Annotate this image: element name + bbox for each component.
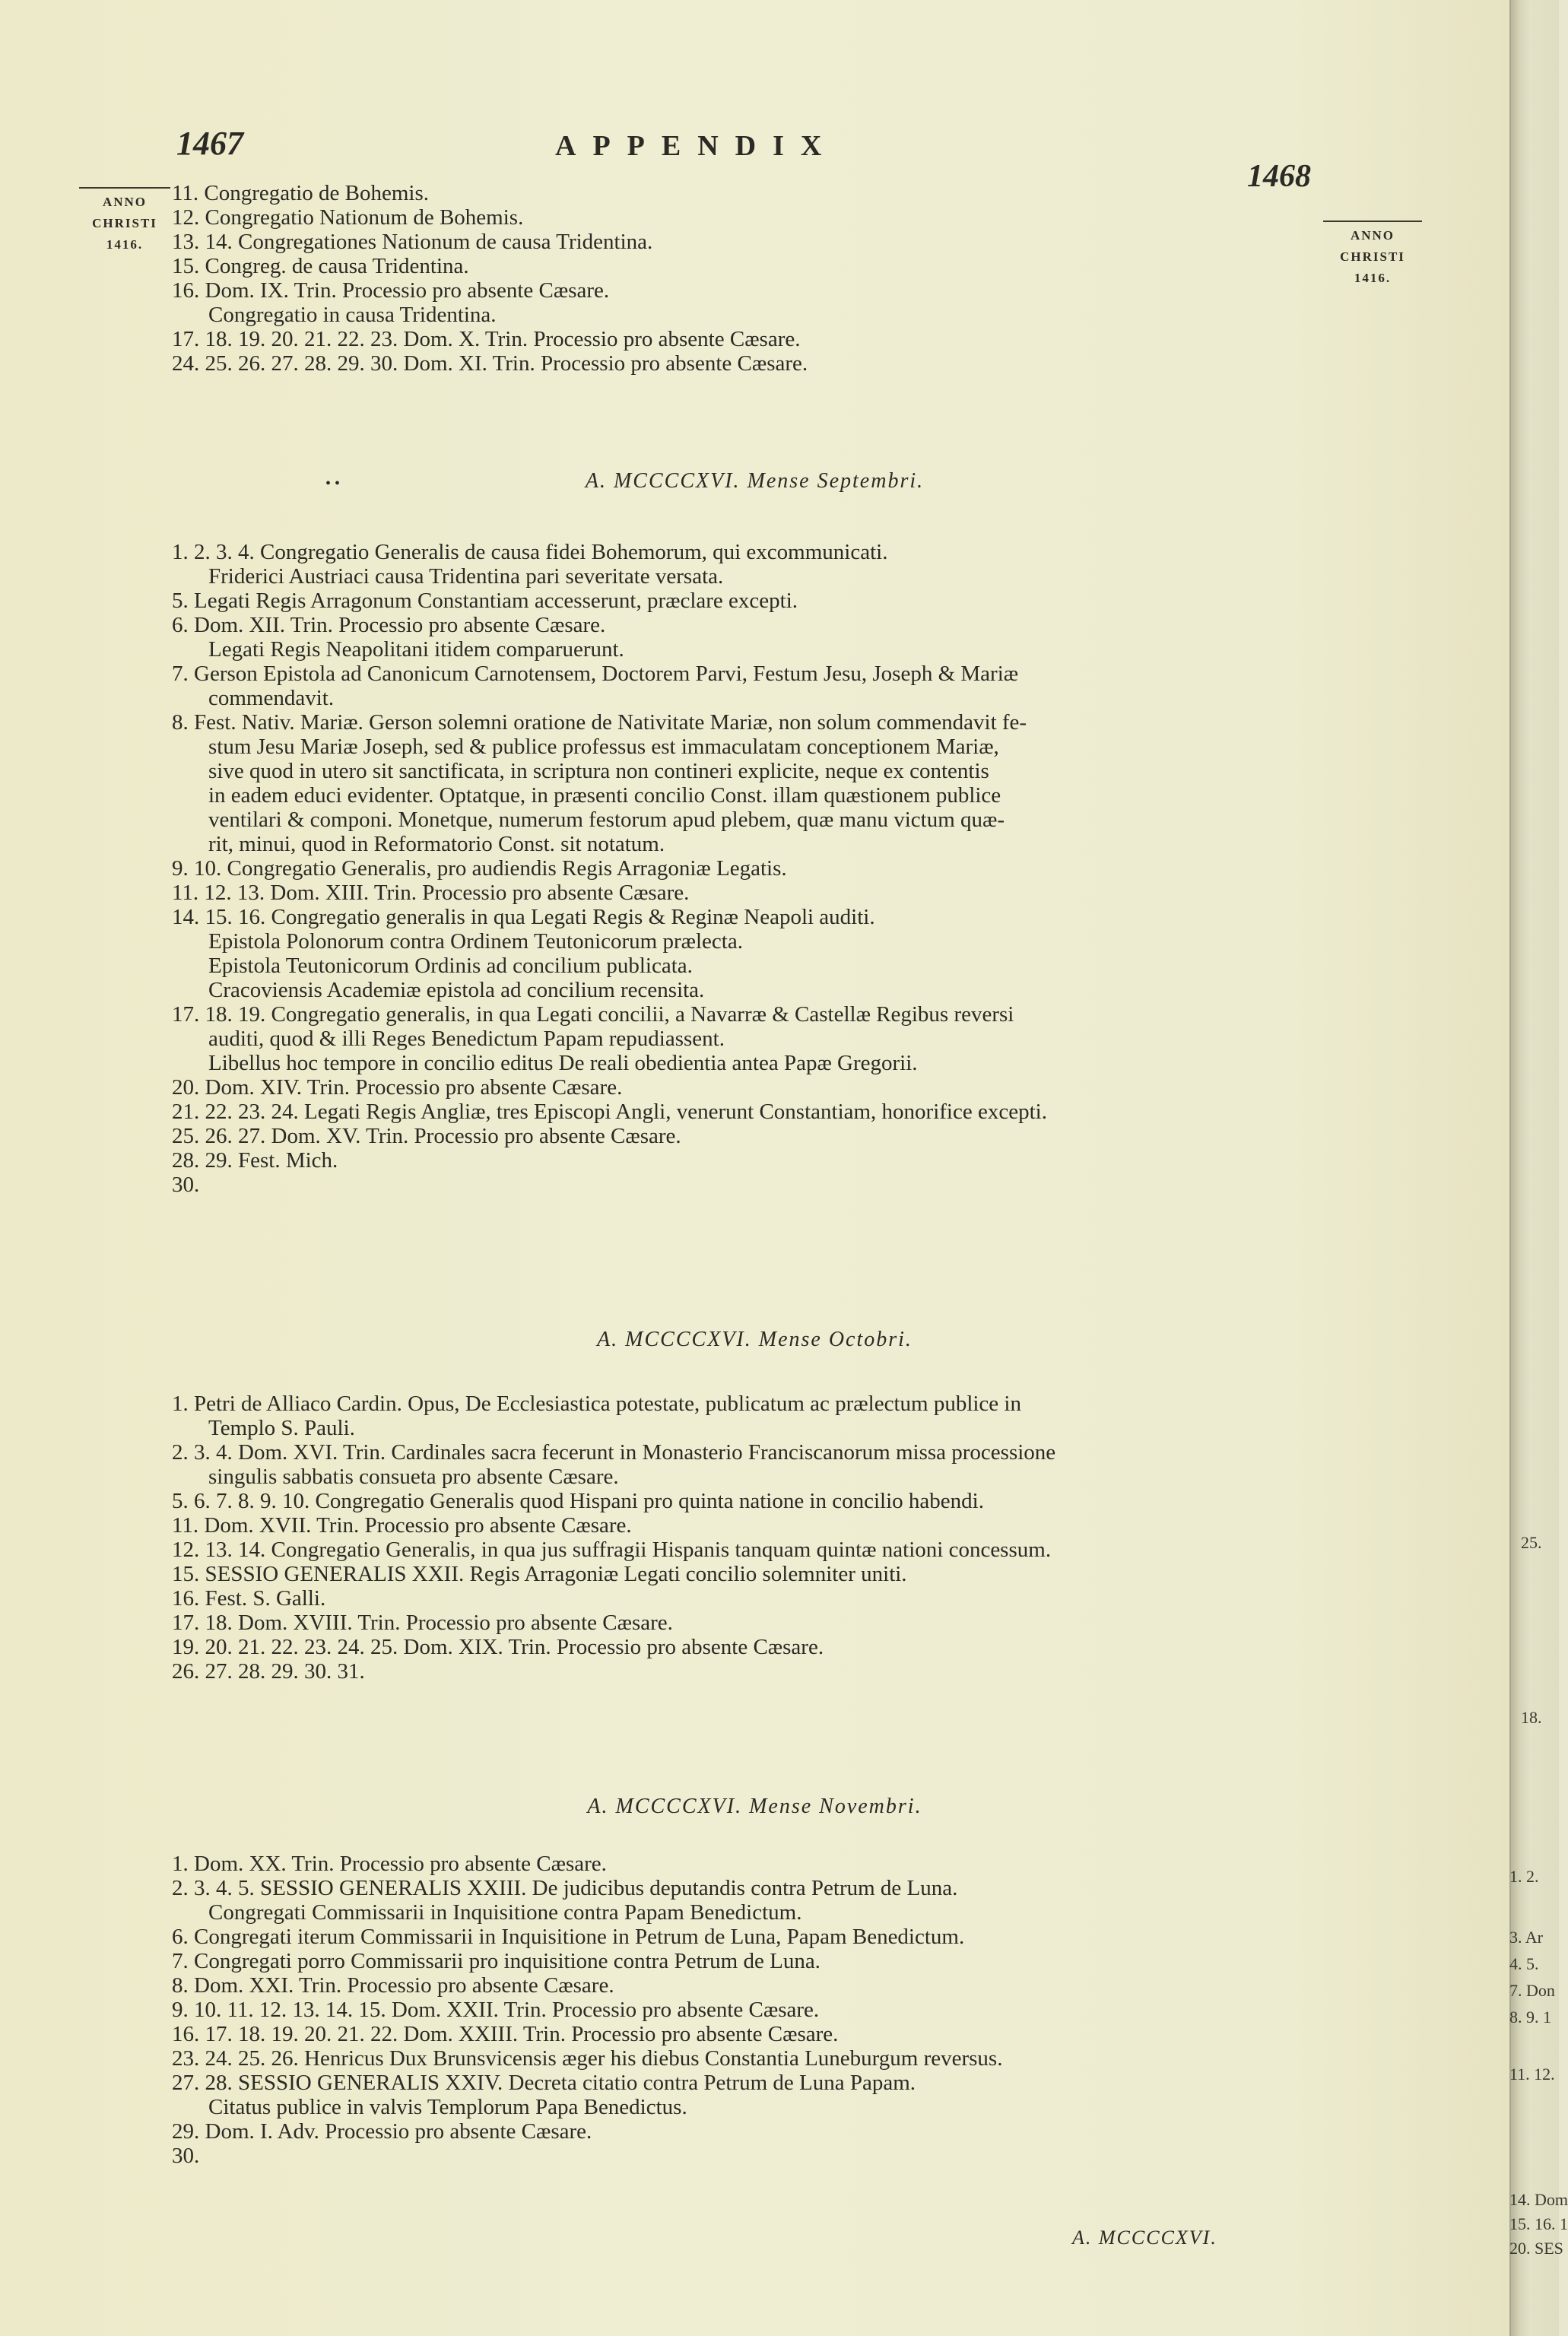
entry-line: stum Jesu Mariæ Joseph, sed & publice professus est immaculatam conceptionem Mariæ, [208, 735, 999, 759]
edge-fragment: 18. [1521, 1708, 1542, 1727]
entry-line: 23. 24. 25. 26. Henricus Dux Brunsvicensis æger his diebus Constantia Luneburgum reversus. [172, 2046, 1003, 2071]
entry-line: Congregatio in causa Tridentina. [208, 303, 497, 327]
edge-fragment: 20. SES [1509, 2239, 1563, 2258]
entry-line: 9. 10. 11. 12. 13. 14. 15. Dom. XXII. Trin. Processio pro absente Cæsare. [172, 1998, 820, 2022]
anno-label: ANNO [102, 195, 148, 209]
entry-line: Congregati Commissarii in Inquisitione contra Papam Benedictum. [208, 1900, 802, 1925]
entry-line: 15. SESSIO GENERALIS XXII. Regis Arragoniæ Legati concilio solemniter uniti. [172, 1562, 907, 1586]
page-number-left: 1467 [176, 125, 243, 162]
entry-line: 25. 26. 27. Dom. XV. Trin. Processio pro absente Cæsare. [172, 1124, 681, 1148]
edge-fragment: 11. 12. [1509, 2065, 1555, 2084]
entry-line: 5. 6. 7. 8. 9. 10. Congregatio Generalis quod Hispani pro quinta natione in concilio habendi. [172, 1489, 984, 1513]
entry-line: commendavit. [208, 686, 335, 710]
entry-line: 12. 13. 14. Congregatio Generalis, in qua jus suffragii Hispanis tanquam quintæ nationi concessum. [172, 1538, 1052, 1562]
entry-line: 7. Gerson Epistola ad Canonicum Carnotensem, Doctorem Parvi, Festum Jesu, Joseph & Mariæ [172, 662, 1019, 686]
entry-line: 15. Congreg. de causa Tridentina. [172, 254, 469, 278]
entry-line: auditi, quod & illi Reges Benedictum Papam repudiassent. [208, 1027, 725, 1051]
entry-line: 1. Dom. XX. Trin. Processio pro absente Cæsare. [172, 1852, 607, 1876]
entry-line: 1. Petri de Alliaco Cardin. Opus, De Ecclesiastica potestate, publicatum ac prælectum publice in [172, 1392, 1021, 1416]
entry-line: 11. 12. 13. Dom. XIII. Trin. Processio pro absente Cæsare. [172, 881, 690, 905]
entry-line: 16. Dom. IX. Trin. Processio pro absente Cæsare. [172, 278, 610, 303]
year-label: 1416. [1354, 271, 1392, 285]
entry-line: 16. 17. 18. 19. 20. 21. 22. Dom. XXIII. Trin. Processio pro absente Cæsare. [172, 2022, 839, 2046]
october-entries [172, 1392, 1343, 1684]
edge-fragment: 4. 5. [1509, 1954, 1539, 1973]
entry-line: 17. 18. Dom. XVIII. Trin. Processio pro absente Cæsare. [172, 1611, 673, 1635]
entry-line: singulis sabbatis consueta pro absente Cæsare. [208, 1465, 619, 1489]
christi-label: CHRISTI [1340, 249, 1405, 264]
november-entries [172, 1852, 1343, 2168]
entry-line: 6. Congregati iterum Commissarii in Inquisitione in Petrum de Luna, Papam Benedictum. [172, 1925, 965, 1949]
edge-fragment: 7. Don [1509, 1981, 1555, 2000]
entry-line: 17. 18. 19. 20. 21. 22. 23. Dom. X. Trin. Processio pro absente Cæsare. [172, 327, 801, 351]
entry-line: 19. 20. 21. 22. 23. 24. 25. Dom. XIX. Trin. Processio pro absente Cæsare. [172, 1635, 824, 1659]
entry-line: 8. Fest. Nativ. Mariæ. Gerson solemni oratione de Nativitate Mariæ, non solum commendavit fe- [172, 710, 1027, 735]
entry-line: 28. 29. Fest. Mich. [172, 1148, 338, 1173]
entry-line: Citatus publice in valvis Templorum Papa Benedictus. [208, 2095, 687, 2119]
entry-line: 2. 3. 4. 5. SESSIO GENERALIS XXIII. De judicibus deputandis contra Petrum de Luna. [172, 1876, 958, 1900]
intro-entries [172, 181, 1343, 376]
entry-line: 30. [172, 2144, 200, 2168]
entry-line: 5. Legati Regis Arragonum Constantiam accesserunt, præclare excepti. [172, 589, 798, 613]
anno-label: ANNO [1350, 228, 1395, 243]
anno-rule [79, 187, 170, 189]
entry-line: 11. Dom. XVII. Trin. Processio pro absente Cæsare. [172, 1513, 632, 1538]
entry-line: 17. 18. 19. Congregatio generalis, in qua Legati concilii, a Navarræ & Castellæ Regibus reversi [172, 1002, 1014, 1027]
entry-line: 11. Congregatio de Bohemis. [172, 181, 430, 205]
entry-line: 30. [172, 1173, 200, 1197]
running-title: APPENDIX [555, 130, 839, 162]
entry-line: 27. 28. SESSIO GENERALIS XXIV. Decreta citatio contra Petrum de Luna Papam. [172, 2071, 916, 2095]
entry-line: 6. Dom. XII. Trin. Processio pro absente Cæsare. [172, 613, 606, 637]
entry-line: Templo S. Pauli. [208, 1416, 355, 1440]
edge-fragment: 14. Dom [1509, 2190, 1568, 2209]
entry-line: rit, minui, quod in Reformatorio Const. sit notatum. [208, 832, 665, 856]
edge-fragment: 1. 2. [1509, 1867, 1539, 1886]
entry-line: 12. Congregatio Nationum de Bohemis. [172, 205, 524, 230]
entry-line: 9. 10. Congregatio Generalis, pro audiendis Regis Arragoniæ Legatis. [172, 856, 787, 881]
entry-line: 7. Congregati porro Commissarii pro inquisitione contra Petrum de Luna. [172, 1949, 821, 1973]
entry-line: 24. 25. 26. 27. 28. 29. 30. Dom. XI. Trin. Processio pro absente Cæsare. [172, 351, 808, 376]
year-label: 1416. [106, 237, 144, 252]
entry-line: 21. 22. 23. 24. Legati Regis Angliæ, tres Episcopi Angli, venerunt Constantiam, honorifice excepti. [172, 1100, 1047, 1124]
edge-fragment: 3. Ar [1509, 1928, 1543, 1947]
entry-line: 2. 3. 4. Dom. XVI. Trin. Cardinales sacra fecerunt in Monasterio Franciscanorum missa processione [172, 1440, 1056, 1465]
entry-line: Epistola Polonorum contra Ordinem Teutonicorum prælecta. [208, 929, 743, 954]
entry-line: 20. Dom. XIV. Trin. Processio pro absente Cæsare. [172, 1075, 623, 1100]
edge-fragment: 25. [1521, 1533, 1542, 1552]
entry-line: 8. Dom. XXI. Trin. Processio pro absente Cæsare. [172, 1973, 614, 1998]
entry-line: in eadem educi evidenter. Optatque, in præsenti concilio Const. illam quæstionem publice [208, 783, 1001, 808]
entry-line: Legati Regis Neapolitani itidem comparuerunt. [208, 637, 624, 662]
entry-line: Libellus hoc tempore in concilio editus De reali obedientia antea Papæ Gregorii. [208, 1051, 918, 1075]
anno-christi-left [79, 187, 170, 256]
entry-line: sive quod in utero sit sanctificata, in scriptura non contineri explicite, neque ex contentis [208, 759, 989, 783]
entry-line: Friderici Austriaci causa Tridentina pari severitate versata. [208, 564, 724, 589]
entry-line: 29. Dom. I. Adv. Processio pro absente Cæsare. [172, 2119, 592, 2144]
entry-line: 16. Fest. S. Galli. [172, 1586, 326, 1611]
entry-line: 14. 15. 16. Congregatio generalis in qua Legati Regis & Reginæ Neapoli auditi. [172, 905, 875, 929]
entry-line: Epistola Teutonicorum Ordinis ad concilium publicata. [208, 954, 693, 978]
september-entries [172, 540, 1343, 1197]
month-heading-september: A. MCCCCXVI. Mense Septembri. [585, 469, 925, 493]
edge-fragment: 15. 16. 1 [1509, 2214, 1568, 2233]
entry-line: 13. 14. Congregationes Nationum de causa Tridentina. [172, 230, 653, 254]
entry-line: 26. 27. 28. 29. 30. 31. [172, 1659, 365, 1684]
month-heading-november: A. MCCCCXVI. Mense Novembri. [587, 1795, 922, 1818]
catchword: A. MCCCCXVI. [1072, 2226, 1217, 2249]
christi-label: CHRISTI [92, 216, 157, 230]
edge-fragment: 8. 9. 1 [1509, 2008, 1551, 2027]
month-heading-october: A. MCCCCXVI. Mense Octobri. [597, 1328, 913, 1351]
entry-line: ventilari & componi. Monetque, numerum festorum apud plebem, quæ manu victum quæ- [208, 808, 1005, 832]
page-number-right: 1468 [1247, 159, 1311, 194]
entry-line: 1. 2. 3. 4. Congregatio Generalis de causa fidei Bohemorum, qui excommunicati. [172, 540, 888, 564]
ornament-dot-icon: • • [325, 475, 341, 492]
entry-line: Cracoviensis Academiæ epistola ad concilium recensita. [208, 978, 705, 1002]
